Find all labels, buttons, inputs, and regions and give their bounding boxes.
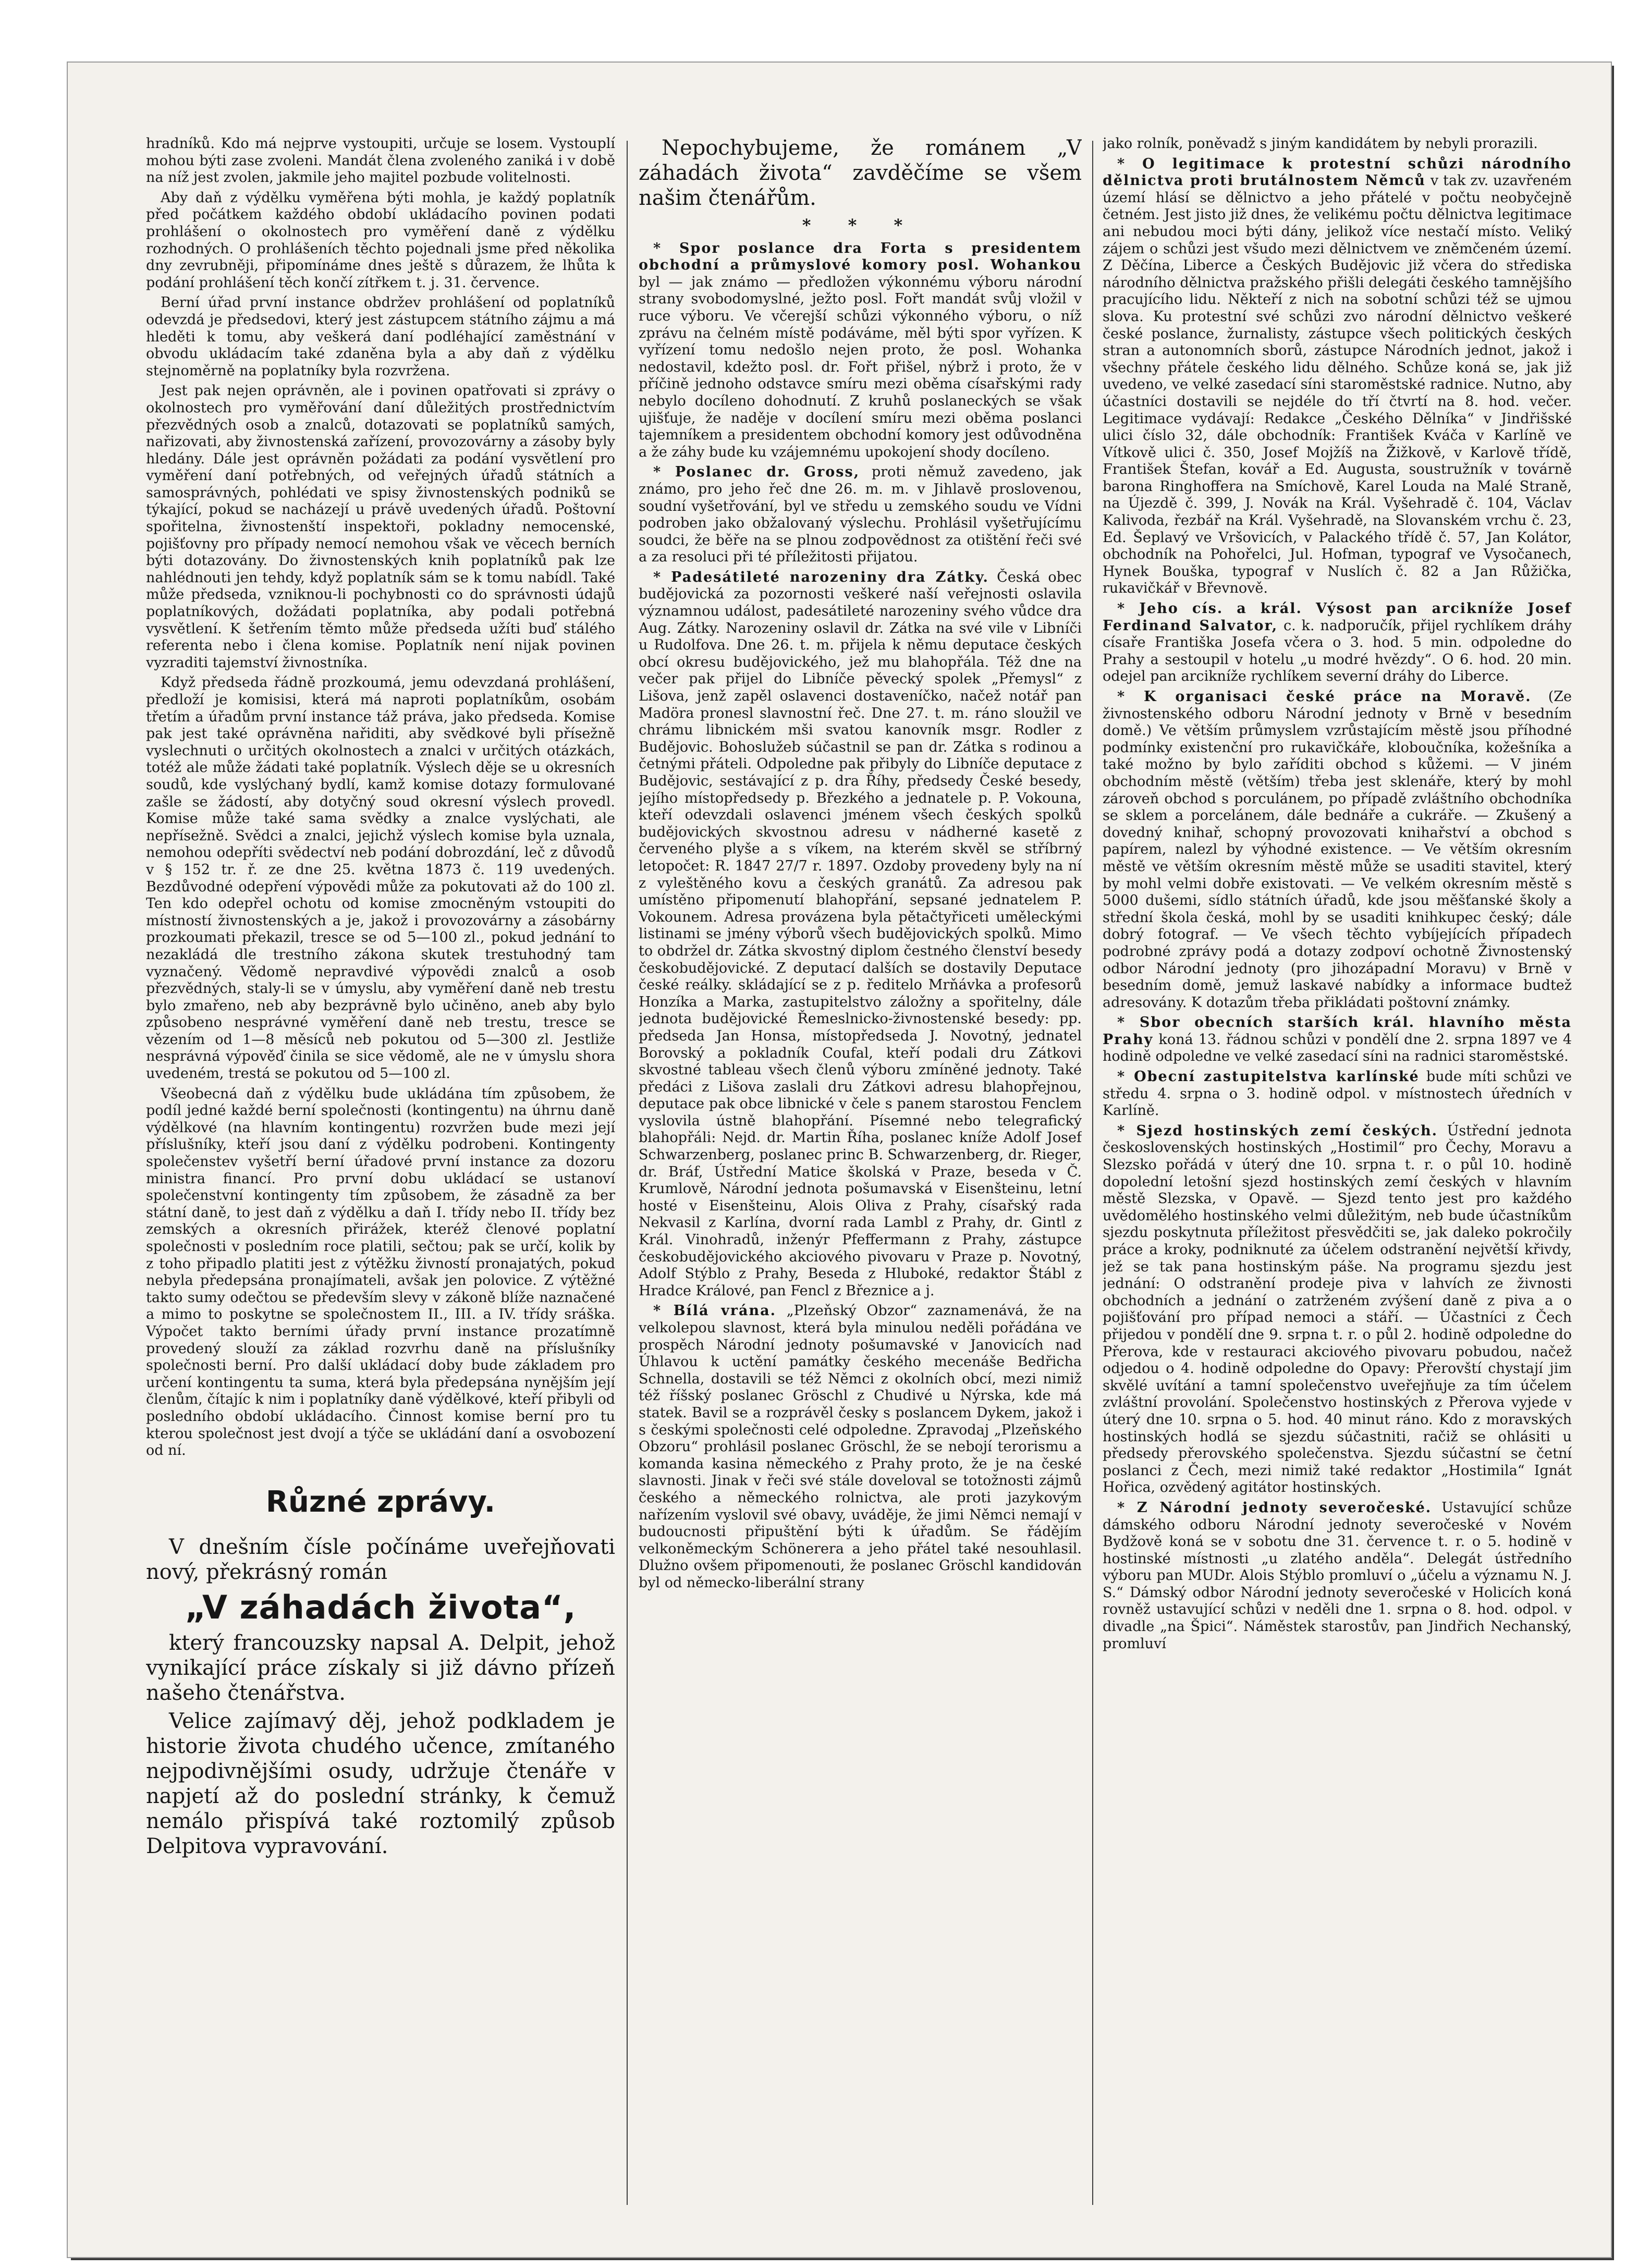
news-heading: * Poslanec dr. Gross, bbox=[653, 464, 860, 480]
news-text: koná 13. řádnou schůzi v pondělí dne 2. srpna 1897 ve 4 hodině odpoledne ve velké zasedací síni na radnici staroměstské. bbox=[1103, 1031, 1572, 1065]
newspaper-page bbox=[68, 63, 1611, 2257]
separator-stars: * * * bbox=[802, 215, 919, 235]
news-heading: * O legitimace k protestní schůzi národního dělnictva proti brutálnostem Němců bbox=[1103, 156, 1572, 189]
novel-intro: V dnešním čísle počínáme uveřejňovati nový, překrásný román bbox=[146, 1535, 615, 1584]
article-paragraph: Jest pak nejen oprávněn, ale i povinen opatřovati si zprávy o okolnostech pro vyměřování daní důležitých prostřednictvím přezvědných osob a znalců, dotazovati se poplatníků samých, nařizovati, aby živnostenská zařízení, provozovárny a zásoby byly hledány. Dále jest oprávněn požádati za podání vysvětlení pro vyměření daní potřebných, od veřejných úřadů státních a samosprávných, pohlédati ve spisy živnostenských podniků se týkající, pokud se nacházejí u právě uvedených úřadů. Poštovní spořitelna, živnostenští inspektoři, pokladny nemocenské, pojišťovny pro případy nemocí nemohou však ve věcech berních býti dotazovány. Do živnostenských knih poplatníků pak lze nahlédnouti jen tehdy, když poplatník sám se k tomu nabídl. Také může předseda, vzniknou-li pochybnosti co do správnosti údajů poplatníkových, dožádati poplatníka, aby podali potřebná vysvětlení. K šetřením těmto může předseda užíti buď stálého referenta nebo i člena komise. Poplatník není nijak povinen vyzraditi tajemství živnostníka. bbox=[146, 383, 615, 671]
news-text: c. k. nadporučík, přijel rychlíkem dráhy císaře Františka Josefa včera o 3. hod. 5 min. odpoledne do Prahy a sestoupil v hotelu „u modré hvězdy“. O 6. hod. 20 min. odejel pan arcikníže rychlíkem severní dráhy do Liberce. bbox=[1103, 617, 1572, 685]
news-item bbox=[639, 464, 1082, 566]
news-text: Ústřední jednota československých hostinských „Hostimil“ pro Čechy, Moravu a Slezsko pořádá v úterý dne 10. srpna t. r. o půl 10. hodině dopolední letošní sjezd hostinských zemí českých v hlavním městě Slezska, v Opavě. — Sjezd tento jest pro každého uvědomělého hostinského velmi důležitým, neb bude účastníkům sjezdu poskytnuta příležitost přesvědčiti se, jak daleko pokročily práce a kroky, podniknuté za účelem odstranění největší křivdy, jež se tak pana hostinským páše. Na programu sjezdu jest jednání: O odstranění prodeje piva v lahvích ze živnosti obchodních a jednání o zatrženém zvýšení daně z piva a o pojišťování pro případ nemoci a stáří. — Účastníci z Čech přijedou v pondělí dne 9. srpna t. r. o půl 2. hodině odpoledne do Přerova, kde v restauraci akciového pivovaru pobudou, načež odjedou o 4. hodině odpoledne do Opavy: Přerovští chystají jim skvělé uvítání a tamní společenstvo uveřejňuje za tím účelem zvláštní provolání. Společenstvo hostinských z Přerova vyjede v úterý dne 10. srpna o 5. hod. 40 minut ráno. Kdo z moravských hostinských hodlá se sjezdu súčastniti, račiž se ohlásiti u předsedy přerovského společenstva. Sjezdu súčastní se četní poslanci z Čech, mezi nimiž také redaktor „Hostimila“ Ignát Hořica, ozvědený agitátor hostinských. bbox=[1103, 1122, 1572, 1496]
news-item bbox=[1103, 1069, 1572, 1120]
news-text: v tak zv. uzavřeném území hlásí se dělnictvo a jeho přátelé v počtu neobyčejně četném. Jest jisto již dnes, že velikému počtu dělnictva legitimace ani nebudou moci býti dány, jelikož více nestačí místo. Veliký zájem o schůzi jest všudo mezi dělnictvem ve zněmčeném území. Z Děčína, Liberce a Českých Budějovic již včera do střediska národního dělnictva pražského přišli delegáti českého tamnějšího pracujícího lidu. Někteří z nich na sobotní schůzi též se ujmou slova. Ku protestní své schůzi zvo národní dělnictvo veškeré české poslance, žurnalisty, zástupce všech politických českých stran a autonomních sborů, zástupce Národních jednot, jakož i všechny přátele českého lidu dělného. Schůze koná se, jak již uvedeno, ve velké zasedací síni staroměstské radnice. Nutno, aby účastníci dostavili se nejdéle do tří čtvrtí na 8. hod. večer. Legitimace vydávají: Redakce „Českého Dělníka“ v Jindřišské ulici číslo 32, dále obchodník: František Kváča v Karlíně ve Vítkově ulici č. 350, Josef Mojžíš na Žižkově, v Karlově třídě, František Štefan, kovář a Ed. Augusta, soustružník v továrně barona Ringhoffera na Smíchově, Karel Louda na Malé Straně, na Újezdě č. 399, J. Novák na Král. Vyšehradě č. 104, Václav Kalivoda, řezbář na Král. Vyšehradě, na Slovanském vrchu č. 23, Ed. Šeplavý ve Vršovicích, v Palackého třídě č. 57, Jan Kolátor, obchodník na Pohořelci, Jul. Hofman, typograf ve Vysočanech, Hynek Bouška, typograf v Nuslích č. 82 a Jan Růžička, rukavičkář v Břevnově. bbox=[1103, 173, 1572, 597]
column-rule bbox=[1092, 141, 1093, 2205]
news-text: byl — jak známo — předložen výkonnému výboru národní strany svobodomyslné, ježto posl. Fořt mandát svůj vložil v ruce výboru. Ve včerejší schůzi výkonného výboru, o níž zprávu na čelném místě podáváme, měl býti spor vyřízen. K vyřízení tomu nedošlo nejen proto, že posl. Wohanka nedostavil, kdežto posl. dr. Fořt přišel, nýbrž i proto, že v příčině jednoho odstavce smíru mezi oběma císařskými rady nebylo docíleno dohodnutí. Z kruhů poslaneckých se však ujišťuje, že naděje v docílení smíru mezi oběma poslanci tajemníkem a presidentem obchodní komory jest odůvodněna a že záhy bude ku vzájemnému upokojení shody docíleno. bbox=[639, 274, 1082, 460]
news-item bbox=[1103, 689, 1572, 1011]
news-item bbox=[1103, 156, 1572, 597]
news-heading: * Sbor obecních starších král. hlavního města Prahy bbox=[1103, 1014, 1572, 1048]
news-item bbox=[1103, 600, 1572, 685]
news-heading: * Padesátileté narozeniny dra Zátky. bbox=[653, 569, 989, 585]
news-text: Česká obec budějovická za pozornosti veškeré naší veřejnosti oslavila významnou událost, padesátileté narozeniny svého vůdce dra Aug. Zátky. Narozeniny oslavil dr. Zátka na své vile v Libníči u Rudolfova. Dne 26. t. m. přijela k němu deputace českých obcí okresu budějovického, jež mu blahopřála. Též dne na večer pak přijel do Libníče pěvecký spolek „Přemysl“ z Lišova, jenž zapěl oslavenci dostaveníčko, načež notář pan Madöra pronesl slavnostní řeč. Dne 27. t. m. ráno sloužil ve chrámu libnickém mši svatou kanovník msgr. Rodler z Budějovic. Bohoslužeb súčastnil se pan dr. Zátka s rodinou a četnými přáteli. Odpoledne pak přibyly do Libníče deputace z Budějovic, sestávající z p. dra Říhy, předsedy České besedy, jejího místopředsedy p. Březkého a jednatele p. P. Vokouna, kteří odevzdali oslavenci jménem všech českých spolků budějovických skvostnou adresu v nádherné kasetě z červeného plyše a s víkem, na kterém skvěl se stříbrný letopočet: R. 1847 27/7 r. 1897. Ozdoby provedeny byly na ní z vyleštěného kovu a českých granátů. Za adresou pak umístěno připomenutí blahopřání, sepsané jednatelem P. Vokounem. Adresa provázena byla pětačtyřiceti uměleckými listinami se jmény výborů všech budějovických spolků. Mimo to obdržel dr. Zátka skvostný diplom čestného členství besedy českobudějovické. Z deputací dalších se dostavily Deputace české reálky. skládající se z p. ředitelo Mrňávka a profesorů Honzíka a Marka, zastupitelstvo záložny a spořitelny, dále jednota budějovické Řemeslnicko-živnostenské besedy: pp. předseda Jan Honsa, místopředseda J. Novotný, jednatel Borovský a pokladník Coufal, kteří podali dru Zátkovi skvostné tableau všech členů výboru zmíněné jednoty. Také předáci z Lišova zaslali dru Zátkovi adresu blahopřejnou, deputace pak obce libnické v čele s panem starostou Fenclem vyslovila ústně blahopřání. Písemné nebo telegrafický blahopřáli: Nejd. dr. Martin Říha, poslanec kníže Adolf Josef Schwarzenberg, poslanec princ B. Schwarzenberg, dr. Rieger, dr. Bráf, Ústřední Matice školská v Praze, beseda v Č. Krumlově, Národní jednota pošumavská v Eisenšteinu, letní hosté v Eisenšteinu, Alois Oliva z Prahy, císařský rada Nekvasil z Karlína, dvorní rada Lambl z Prahy, dr. Gintl z Král. Vinohradů, inženýr Pfeffermann z Prahy, zástupce českobudějovického akciového pivovaru v Praze p. Novotný, Adolf Stýblo z Prahy, Beseda z Hluboké, redaktor Štábl z Hradce Králové, pan Fencl z Březnice a j. bbox=[639, 569, 1082, 1299]
news-heading: * Jeho cís. a král. Výsost pan arcikníže Josef Ferdinand Salvator, bbox=[1103, 600, 1572, 634]
section-title: Různé zprávy. bbox=[265, 1485, 496, 1519]
article-paragraph: Aby daň z výdělku vyměřena býti mohla, je každý poplatník před počátkem každého období ukládacího povinen podati prohlášení o okolnostech pro vyměření daně z výdělku rozhodných. O prohlášeních těchto pojednali jsme před několika dny zevrubněji, připomínáme dnes ještě s důrazem, že lhůta k podání prohlášení těch končí zítřkem t. j. 31. července. bbox=[146, 189, 615, 291]
right-column bbox=[1103, 136, 1572, 2210]
left-column bbox=[146, 136, 615, 2221]
novel-title: „V záhadách života“, bbox=[185, 1588, 577, 1626]
novel-closing-text: Nepochybujeme, že románem „V záhadách života“ zavděčíme se všem našim čtenářům. bbox=[639, 136, 1082, 210]
news-item bbox=[1103, 1500, 1572, 1652]
news-text: Ustavující schůze dámského odboru Národní jednoty severočeské v Novém Bydžově koná se v sobotu dne 31. července t. r. o 5. hodině v hostinské místnosti „u zlatého anděla“. Delegát ústředního výboru pan MUDr. Alois Stýblo promluví o „účelu a významu N. J. S.“ Dámský odbor Národní jednoty severočeské v Holicích koná rovněž ustavující schůzi v neděli dne 1. srpna o 8. hod. odpol. v divadle „na Špici“. Náměstek starostův, pan Jindřich Nechanský, promluví bbox=[1103, 1499, 1572, 1652]
article-paragraph: Když předseda řádně prozkoumá, jemu odevzdaná prohlášení, předloží je komisisi, která má naproti poplatníkům, osobám třetím a úřadům první instance táž práva, jako předseda. Komise pak jest také oprávněna nařiditi, aby svědkové byli přísežně vyslechnuti o určitých okolnostech a znalci v určitých otázkách, totéž ale může žádati také poplatník. Výslech děje se u okresních soudů, kde vyslýchaný bydlí, kamž komise dotazy formulované zašle se žádostí, aby dotyčný soud okresní výslech provedl. Komise může také sama svědky a znalce vyslýchati, ale nepřísežně. Svědci a znalci, jejichž výslech komise byla uznala, nemohou odepříti svědectví neb podání dobrozdání, leč z důvodů v § 152 tr. ř. ze dne 25. května 1873 č. 119 uvedených. Bezdůvodné odepření výpovědi může za pokutovati až do 100 zl. Ten kdo odepřel ochotu od komise zmocněným vstoupiti do místností živnostenských a je, jakož i provozovárny a zásobárny prozkoumati překazil, tresce se od 5—100 zl., pokud jednání to nezakládá dle trestního zákona skutek trestuhodný tam vyznačený. Vědomě nepravdivé výpovědi znalců a osob přezvědných, staly-li se v úmyslu, aby vyměření daně neb trestu bylo zmařeno, neb aby bezprávně bylo učiněno, aneb aby bylo způsobeno nesprávné vyměření daně neb trestu, tresce se vězením od 1—8 měsíců neb pokutou od 5—300 zl. Jestliže nesprávná výpověď činila se sice vědomě, ale ne v úmyslu shora uvedeném, trestá se pokutou od 5—100 zl. bbox=[146, 675, 615, 1082]
article-paragraph: Berní úřad první instance obdržev prohlášení od poplatníků odevzdá je předsedovi, který jest zástupcem státního zájmu a má hleděti k tomu, aby veškerá daní podléhající zaměstnání v obvodu ukládacím také zdaněna byla a aby daň z výdělku stejnoměrně na poplatníky byla rozvržena. bbox=[146, 295, 615, 379]
news-item bbox=[1103, 1123, 1572, 1497]
news-item bbox=[639, 569, 1082, 1300]
middle-column bbox=[639, 136, 1082, 2210]
novel-paragraph: který francouzsky napsal A. Delpit, jehož vynikající práce získaly si již dávno přízeň našeho čtenářstva. bbox=[146, 1630, 615, 1705]
news-item bbox=[639, 1303, 1082, 1591]
novel-paragraph: Velice zajímavý děj, jehož podkladem je historie života chudého učence, zmítaného nejpodivnějšími osudy, udržuje čtenáře v napjetí až do poslední stránky, k čemuž nemálo přispívá také roztomilý způsob Delpitova vypravování. bbox=[146, 1709, 615, 1858]
news-heading: * Bílá vrána. bbox=[653, 1303, 776, 1319]
article-paragraph: hradníků. Kdo má nejprve vystoupiti, určuje se losem. Vystouplí mohou býti zase zvoleni. Mandát člena zvoleného zaniká i v době na níž jest zvolen, jakmile jeho majitel pozbude volitelnosti. bbox=[146, 136, 615, 186]
news-heading: * Sjezd hostinských zemí českých. bbox=[1117, 1123, 1438, 1139]
column-rule bbox=[627, 141, 628, 2205]
news-item bbox=[639, 240, 1082, 461]
news-text: bude míti schůzi ve středu 4. srpna o 3. hodině odpol. v místnostech úředních v Karlíně. bbox=[1103, 1069, 1572, 1119]
article-paragraph: Všeobecná daň z výdělku bude ukládána tím způsobem, že podíl jedné každé berní společnosti (kontingentu) na úhrnu daně výdělkové (na hlavním kontingentu) rozvržen bude mezi její příslušníky, kteří jsou daní z výdělku podrobeni. Kontingenty společenstev vyšetří berní úřadové první instance za dozoru ministra financí. Pro první dobu ukládací se ustanoví společenstvní kontingenty tím způsobem, že zásadně za ber státní daně, to jest daň z výdělku a daň I. třídy nebo II. třídy bez zemských a okresních přirážek, kteréž členové poplatní společnosti v posledním roce platili, sečtou; pak se určí, kolik by z toho připadlo platiti jest z výtěžku živností pronajatých, pokud nebyla předepsána pronajímateli, avšak jen polovice. Z výtěžné takto sumy odečtou se především slevy v zákoně blíže naznačené a mimo to poskytne se společnostem II., III. a IV. třídy sráška. Výpočet takto berními úřady první instance prozatímně provedený slouží za základ rozvrhu daně na příslušníky společnosti berní. Pro další ukládací doby bude základem pro určení kontingentu ta suma, která byla předepsána nynějším její členům, čítajíc k nim i poplatníky daně výdělkové, kteří přibyli od posledního období ukládacího. Činnost komise berní pro tu kterou společnost jest dvojí a týče se ukládání daní a osvobození od ní. bbox=[146, 1085, 615, 1459]
news-heading: * Obecní zastupitelstva karlínské bbox=[1117, 1069, 1420, 1085]
novel-closing bbox=[639, 136, 1082, 211]
news-heading: * Z Národní jednoty severočeské. bbox=[1117, 1500, 1432, 1516]
news-heading: * K organisaci české práce na Moravě. bbox=[1117, 689, 1532, 705]
continued-text: jako rolník, poněvadž s jiným kandidátem by nebyli prorazili. bbox=[1103, 136, 1538, 152]
news-text: „Plzeňský Obzor“ zaznamenává, že na velkolepou slavnost, která byla minulou neděli pořádána ve prospěch Národní jednoty pošumavské v Janovicích nad Úhlavou k uctění památky českého mecenáše Bedřicha Schnella, dostavili se též Němci z okolních obcí, mezi nimiž též říšský poslanec Gröschl z Chudivé u Nýrska, kde má statek. Bavil se a rozprávěl česky s poslancem Dykem, jakož i s českými společnosti celé odpoledne. Zpravodaj „Plzeňského Obzoru“ prohlásil poslanec Gröschl, že se nebojí terorismu a komanda kasina německého z Prahy proto, že je na české slavnosti. Jinak v řeči své stále doveloval se totožnosti zájmů českého a německého rolnictva, ale proti jazykovým nařízením vyslovil své obavy, uváděje, že jimi Němci nemají v budoucnosti připuštění býti k úřadům. Se řádějím velkoněmeckým Schönerera a jeho přátel také nesouhlasil. Dlužno ovšem připomenouti, že poslanec Gröschl kandidován byl od německo-liberální strany bbox=[639, 1303, 1082, 1591]
news-heading: * Spor poslance dra Forta s presidentem obchodní a průmyslové komory posl. Wohankou bbox=[639, 240, 1082, 274]
news-text: proti němuž zavedeno, jak známo, pro jeho řeč dne 26. m. m. v Jihlavě proslovenou, soudní vyšetřování, byl ve středu u zemského soudu ve Vídni podroben jako obžalovaný výslechu. Prohlásil vyšetřujícímu soudci, že běře na se plnou zodpovědnost za otištění řeči své a za resoluci při té příležitosti přijatou. bbox=[639, 464, 1082, 566]
novel-announcement bbox=[146, 1535, 615, 1859]
news-text: (Ze živnostenského odboru Národní jednoty v Brně v besedním domě.) Ve větším průmyslem vzrůstajícím městě jsou příhodné podmínky existenční pro rukavičkáře, kloboučníka, kožešníka a také možno by bylo zaříditi obchod s kůžemi. — V jiném obchodním městě (větším) třeba jest sklenáře, který by mohl zároveň obchod s porculánem, po případě zvláštního obchodníka se sklem a porcelánem, dále bednáře a cukráře. — Zkušený a dovedný knihař, schopný provozovati knihařství a obchod s papírem, nalezl by výhodné existence. — Ve větším okresním městě ve větším okresním městě může se usaditi stavitel, který by mohl velmi dobře existovati. — Ve velkém okresním městě s 5000 dušemi, sídlo státních úřadů, kde jsou měšťanské školy a střední škola česká, mohl by se usaditi knihkupec český; dále dobrý fotograf. — Ve všech těchto vybíjejících případech podrobné zprávy podá a dotazy zodpoví ochotně Živnostenský odbor Národní jednoty (pro jihozápadní Moravu) v Brně v besedním domě, jemuž laskavé nabídky a informace budtež adresovány. K dotazům třeba přikládati poštovní známky. bbox=[1103, 689, 1572, 1011]
news-item bbox=[1103, 1014, 1572, 1065]
